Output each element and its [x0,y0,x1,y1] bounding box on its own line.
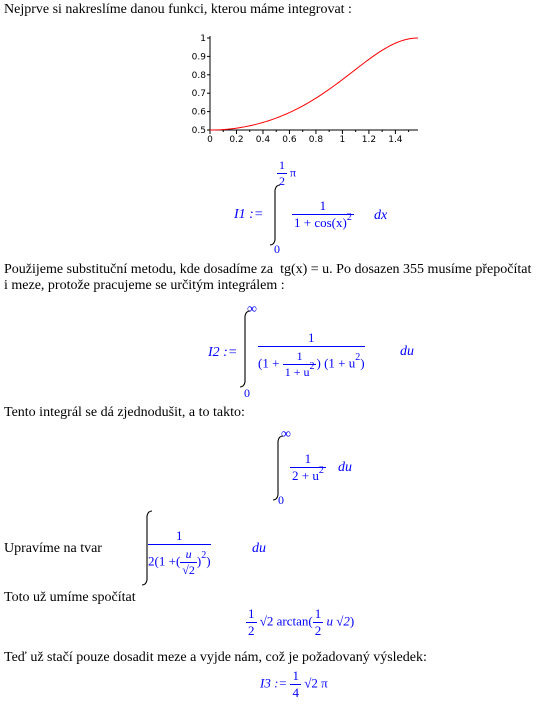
substitution-paragraph [4,262,531,278]
anti-inner-num: 1 [314,606,322,621]
anti-inner-tail: u √2 [326,613,350,629]
i2-numerator: 1 [308,330,315,345]
y-tick-label: 0.5 [191,126,206,136]
i1-exponent: 2 [346,212,352,223]
i2-denominator: (1 + $\frac{1}{1 + u^2}$ ) $(1 + u^2)$ [258,346,365,380]
rewrite-du: du [252,541,266,556]
simplified-du: du [338,460,352,475]
plot-ticks [192,34,409,145]
i3-denominator: 4 [292,685,299,700]
simplify-paragraph: Tento integrál se dá zjednodušit, a to takto: [4,405,245,420]
i3-numerator: 1 [292,668,299,683]
substitution-paragraph-line2: i meze, protože pracujeme se určitým integrálem : [4,278,285,293]
integral-sign [238,310,252,388]
i2-upper-limit: ∞ [247,302,257,317]
rewrite-den-b: 1 + [158,553,176,569]
final-paragraph: Teď už stačí pouze dosadit meze a vyjde nám, což je požadovaný výsledek: [4,650,427,665]
i2-du: du [400,344,414,359]
y-tick-label: 0.8 [191,70,206,81]
rewrite-exponent: 2 [201,550,207,562]
rewrite-den-a: 2 [148,553,155,569]
i2-inner-prefix: 1 + [262,355,280,371]
anti-body: √2 arctan [259,613,309,629]
simplified-lower-limit: 0 [278,493,284,507]
rewrite-inner-den: √2 [182,563,195,577]
plot-axes [210,36,418,130]
i1-upper-den: 2 [279,174,285,188]
rewrite-denominator: 2(1 +( $\frac{u}{√2}$ )$^2$) [148,544,211,578]
simplified-upper-limit: ∞ [281,427,291,442]
compute-paragraph: Toto už umíme spočítat [4,590,136,605]
formula-simplified [268,425,388,510]
formula-rewrite [138,508,278,588]
rewrite-numerator: 1 [176,528,183,543]
rewrite-paragraph: Upravíme na tvar [4,541,102,556]
function-plot [190,30,425,148]
x-tick-label: 0 [207,135,213,145]
formula-i1 [230,158,430,254]
substitution-text-b: . Po dosazen 355 musíme přepočítat [329,262,532,277]
simplified-exponent: 2 [318,465,324,476]
i1-denominator: 1 + cos(x) [294,215,347,230]
i1-upper-pi: π [290,165,297,180]
rewrite-inner-num: u [185,547,192,561]
y-tick-label: 0.7 [191,89,206,100]
x-tick-label: 1 [339,135,346,145]
x-tick-label: 0.4 [255,135,271,145]
y-tick-label: 0.9 [191,52,206,63]
intro-paragraph: Nejprve si nakreslíme danou funkci, kterou máme integrovat : [4,2,352,17]
formula-i3-result [260,668,380,704]
simplified-numerator: 1 [304,451,312,466]
i2-lower-limit: 0 [244,386,250,400]
plot-series-line [210,38,418,130]
i2-tail-close: ) [360,355,365,371]
i2-tail: (1 + u [324,355,356,371]
i3-name: I3 := [260,675,288,691]
formula-i2 [200,300,460,400]
i2-inner-den: 1 + u [284,365,310,379]
i1-numerator: 1 [319,198,327,213]
x-tick-label: 1.4 [388,135,403,145]
i1-lower-limit: 0 [274,242,280,256]
integral-sign [268,184,282,246]
x-tick-label: 0.6 [282,135,297,145]
i2-inner-exp: 2 [309,361,315,372]
simplified-denominator: 2 + u [292,468,319,483]
i3-tail: √2 π [304,675,328,691]
anti-half-den: 2 [248,623,255,638]
anti-half-num: 1 [248,606,255,621]
x-tick-label: 0.8 [308,135,324,145]
substitution-formula: tg(x) = u [280,262,330,277]
integral-sign [271,435,285,501]
i1-dx: dx [374,208,388,223]
y-tick-label: 0.6 [191,107,206,118]
formula-antiderivative: $\frac{1}{2}$ √2 arctan( $\frac{1}{2}$ u √2) [248,606,355,638]
i1-name: I1 := [234,207,264,222]
anti-inner-den: 2 [314,623,322,638]
y-tick-label: 1 [200,34,206,44]
substitution-text-a: Použijeme substituční metodu, kde dosadíme za [4,262,274,277]
x-tick-label: 1.2 [361,135,377,145]
i2-name: I2 := [208,345,238,360]
i2-inner-num: 1 [296,349,303,363]
i1-upper-num: 1 [279,158,285,172]
i2-tail-exp: 2 [355,352,361,364]
x-tick-label: 0.2 [229,135,244,145]
